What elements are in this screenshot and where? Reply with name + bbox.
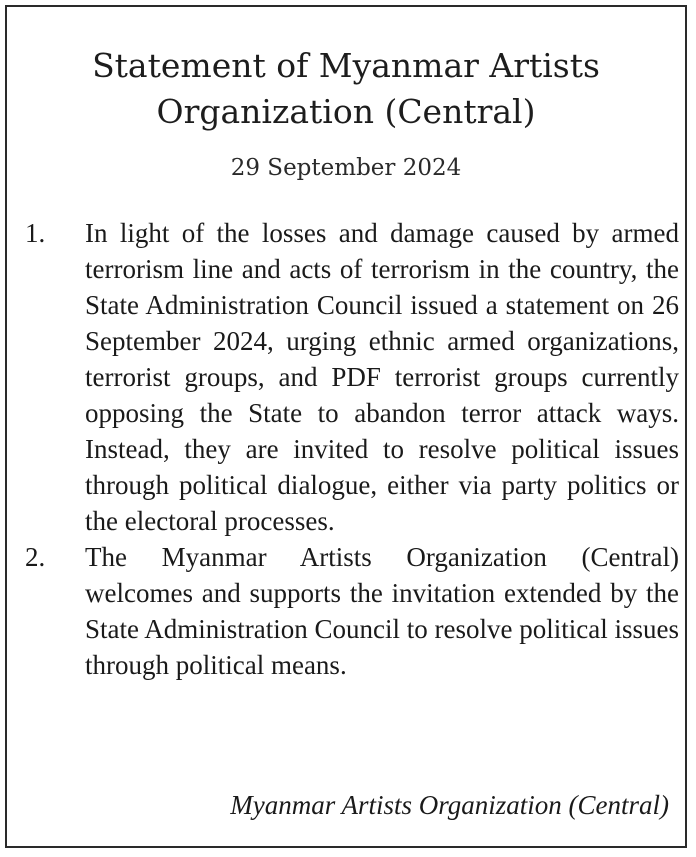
item-text: In light of the losses and damage caused by armed terrorism line and acts of terrorism in the country, the State Administration Council issued a statement on 26 September 2024, urging ethnic armed organizations, terrorist groups, and PDF terrorist groups currently opposing the State to abandon terror attack ways. Instead, they are invited to resolve political issues through political dialogue, either via party politics or the electoral processes. — [85, 218, 679, 536]
signature: Myanmar Artists Organization (Central) — [230, 790, 669, 820]
statement-item-1 — [7, 215, 689, 539]
statement-items — [7, 215, 689, 683]
title-line-1: Statement of Myanmar Artists — [92, 46, 600, 85]
title-line-2: Organization (Central) — [156, 92, 536, 131]
statement-frame — [5, 5, 687, 848]
statement-item-2 — [7, 539, 689, 683]
item-number: 1. — [25, 218, 46, 248]
page-title — [7, 43, 685, 135]
statement-date: 29 September 2024 — [230, 155, 462, 181]
item-number: 2. — [25, 542, 46, 572]
item-text: The Myanmar Artists Organization (Central) welcomes and supports the invitation extended by the State Administration Council to resolve political issues through political means. — [85, 542, 679, 680]
